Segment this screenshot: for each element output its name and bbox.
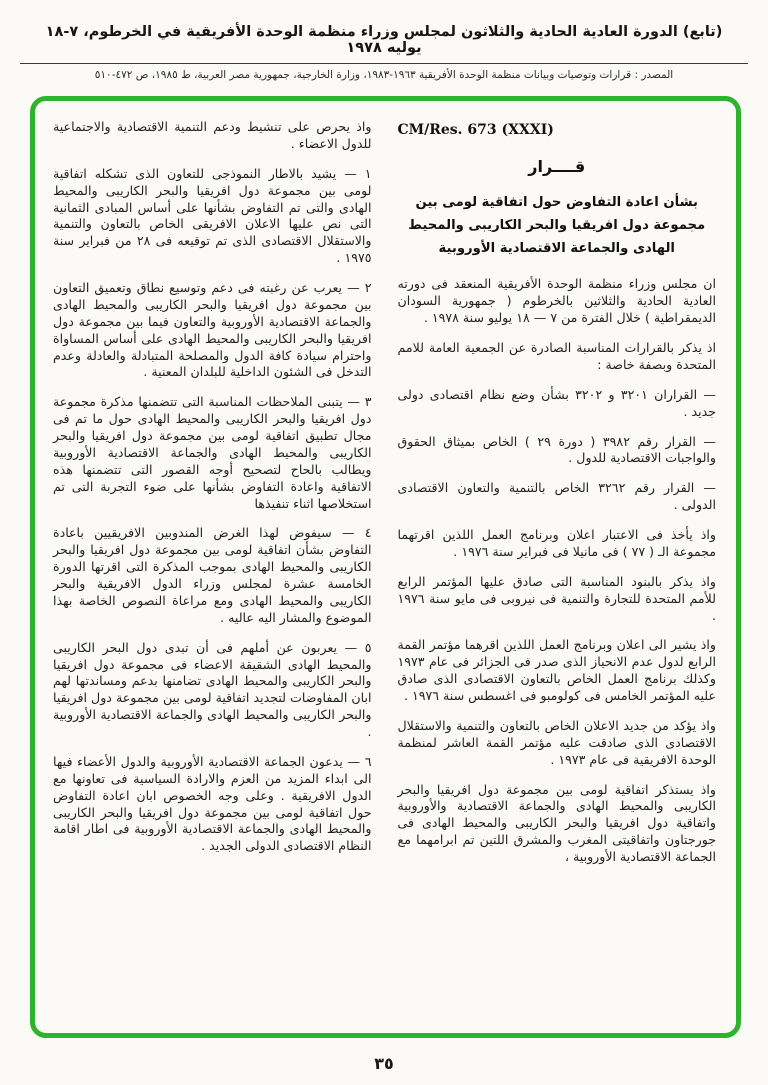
paragraph: واذ يستذكر اتفاقية لومى بين مجموعة دول افريقيا والبحر الكاريبى والمحيط الهادى والجماعة الاقتصادية والأوروبية واتفاقية دول افريقيا والبحر الكاريبى والمحيط الهادى فى جورجتاون واتفاقيتى المغرب والمشرق اللتين تم ابرامهما مع الجماعة الاقتصادية الأوروبية ، xyxy=(397,781,716,865)
paragraph: واذ يحرص على تنشيط ودعم التنمية الاقتصادية والاجتماعية للدول الاعضاء . xyxy=(53,119,372,151)
paragraph: واذ يؤكد من جديد الاعلان الخاص بالتعاون والتنمية والاستقلال الاقتصادى الذى صادقت عليه مؤتمر القمة العاشر لمنظمة الوحدة الافريقية فى عام ١٩٧٣ . xyxy=(397,717,716,767)
paragraph: — القرار رقم ٣٢٦٢ الخاص بالتنمية والتعاون الاقتصادى الدولى . xyxy=(397,480,716,513)
resolution-ref: CM/Res. 673 (XXXI) xyxy=(397,122,554,138)
two-column-layout xyxy=(53,119,716,1023)
paragraph: ٤ — سيفوض لهذا الغرض المندوبين الافريقيين باعادة التفاوض بشأن اتفاقية لومى بين مجموعة دول افريقيا والبحر الكاريبى والمحيط الهادى بموجب المذكرة التى اقرتها الدورة الخامسة عشرة لمجلس وزراء الدول الافريقية والبحر الكاريبى والمحيط الهادى ومع مراعاة النصوص الخاصة بهذا الموضوع والمشار اليه عاليه . xyxy=(53,525,372,625)
page-number: ٣٥ xyxy=(374,1054,394,1073)
header-session-title: (تابع) الدورة العادية الحادية والثلاثون لمجلس وزراء منظمة الوحدة الأفريقية في الخرطوم، ٧-١٨ يوليه ١٩٧٨ xyxy=(45,24,723,56)
paragraph: ٦ — يدعون الجماعة الاقتصادية الأوروبية والدول الأعضاء فيها الى ابداء المزيد من العزم والارادة السياسية فى تعاونها مع الدول الافريقية . وعلى وجه الخصوص ابان اعادة التفاوض حول اتفاقية لومى بين مجموعة دول افريقيا والبحر الكاريبى والمحيط الهادى والجماعة الاقتصادية الأوروبية فى اطار اقامة النظام الاقتصادى الدولى الجديد . xyxy=(53,753,372,854)
column-right xyxy=(398,119,717,1023)
paragraph: واذ يأخذ فى الاعتبار اعلان وبرنامج العمل اللذين اقرتهما مجموعة الـ ( ٧٧ ) فى مانيلا فى فبراير سنة ١٩٧٦ . xyxy=(397,527,716,559)
paragraph: واذ يذكر بالبنود المناسبة التى صادق عليها المؤتمر الرابع للأمم المتحدة للتجارة والتنمية فى نيروبى فى مايو سنة ١٩٧٦ . xyxy=(397,573,716,623)
paragraph: واذ يشير الى اعلان وبرنامج العمل اللذين اقرهما مؤتمر القمة الرابع لدول عدم الانحياز الذى صدر فى الجزائر فى عام ١٩٧٣ وكذلك برنامج العمل الخاص بالتعاون الاقتصادى الذى صادق عليه المؤتمر الخامس فى كولومبو فى اغسطس سنة ١٩٧٦ . xyxy=(397,637,716,704)
resolution-title: بشأن اعادة التفاوض حول اتفاقية لومى بين مجموعة دول افريقيا والبحر الكاريبى والمحيط الهادى والجماعة الاقتصادية الأوروبية xyxy=(408,195,706,257)
paragraph: — القراران ٣٢٠١ و ٣٢٠٢ بشأن وضع نظام اقتصادى دولى جديد . xyxy=(397,386,716,419)
paragraph: ٣ — يتبنى الملاحظات المناسبة التى تتضمنها مذكرة مجموعة دول افريقيا والبحر الكاريبى والمحيط الهادى حول ما تم فى مجال تطبيق اتفاقية لومى بين مجموعة دول افريقيا والبحر الكاريبى والمحيط الهادى والجماعة الاقتصادية الأوروبية ويطالب بالحاح لتصحيح أوجه القصور التى تتضمنها هذه الاتفاقية واعادة التفاوض بشأنها على ضوء التجربة التى تم استخلاصها اثناء تنفيذها xyxy=(53,394,372,511)
paragraph: ان مجلس وزراء منظمة الوحدة الأفريقية المنعقد فى دورته العادية الحادية والثلاثين بالخرطوم ( جمهورية السودان الديمقراطية ) خلال الفترة من ٧ — ١٨ يوليو سنة ١٩٧٨ . xyxy=(397,276,716,326)
paragraph: ١ — يشيد بالاطار النموذجى للتعاون الذى تشكله اتفاقية لومى بين مجموعة دول افريقيا والبحر الكاريبى والمحيط الهادى والتى تم التفاوض بشأنها على أساس المبادى الثمانية التى نص عليها الاعلان الافريقى الخاص بالتعاون والتنمية والاستقلال الاقتصادى الذى تم توقيعه فى ٢٨ من فبراير سنة ١٩٧٥ . xyxy=(53,165,372,266)
header-source-line: المصدر : قرارات وتوصيات وبيانات منظمة الوحدة الأفريقية ١٩٦٣-١٩٨٣، وزارة الخارجية، جمهورية مصر العربية، ط ١٩٨٥، ص ٤٧٢-٥١٠ xyxy=(94,69,674,81)
paragraph: ٥ — يعربون عن أملهم فى أن تبدى دول البحر الكاريبى والمحيط الهادى الشقيقة الاعضاء فى مجموعة دول افريقيا والبحر الكاريبى والمحيط الهادى تضامنها بدعم ومساندتها لهم ابان المفاوضات لتجديد اتفاقية لومى بين مجموعة دول افريقيا والبحر الكاريبى والمحيط الهادى والجماعة الاقتصادية الأوروبية . xyxy=(53,639,372,739)
paragraph: — القرار رقم ٣٩٨٢ ( دورة ٢٩ ) الخاص بميثاق الحقوق والواجبات الاقتصادية للدول . xyxy=(397,433,717,466)
resolution-heading: قــــرار xyxy=(528,156,586,176)
page-header xyxy=(0,0,768,81)
document-frame xyxy=(30,96,741,1038)
column-left xyxy=(53,119,372,1023)
paragraph: اذ يذكر بالقرارات المناسبة الصادرة عن الجمعية العامة للامم المتحدة وبصفة خاصة : xyxy=(397,340,716,372)
paragraph: ٢ — يعرب عن رغبته فى دعم وتوسيع نطاق وتعميق التعاون بين مجموعة دول افريقيا والبحر الكاريبى والمحيط الهادى والجماعة الاقتصادية الأوروبية والتعاون فيما بين مجموعة دول افريقيا والبحر الكاريبى والمحيط الهادى على أساس المساواة واحترام سيادة كافة الدول والمصلحة المتبادلة والعادلة وعدم التدخل فى الشئون الداخلية للبلدان المعنية . xyxy=(53,280,372,380)
header-divider xyxy=(20,63,748,64)
